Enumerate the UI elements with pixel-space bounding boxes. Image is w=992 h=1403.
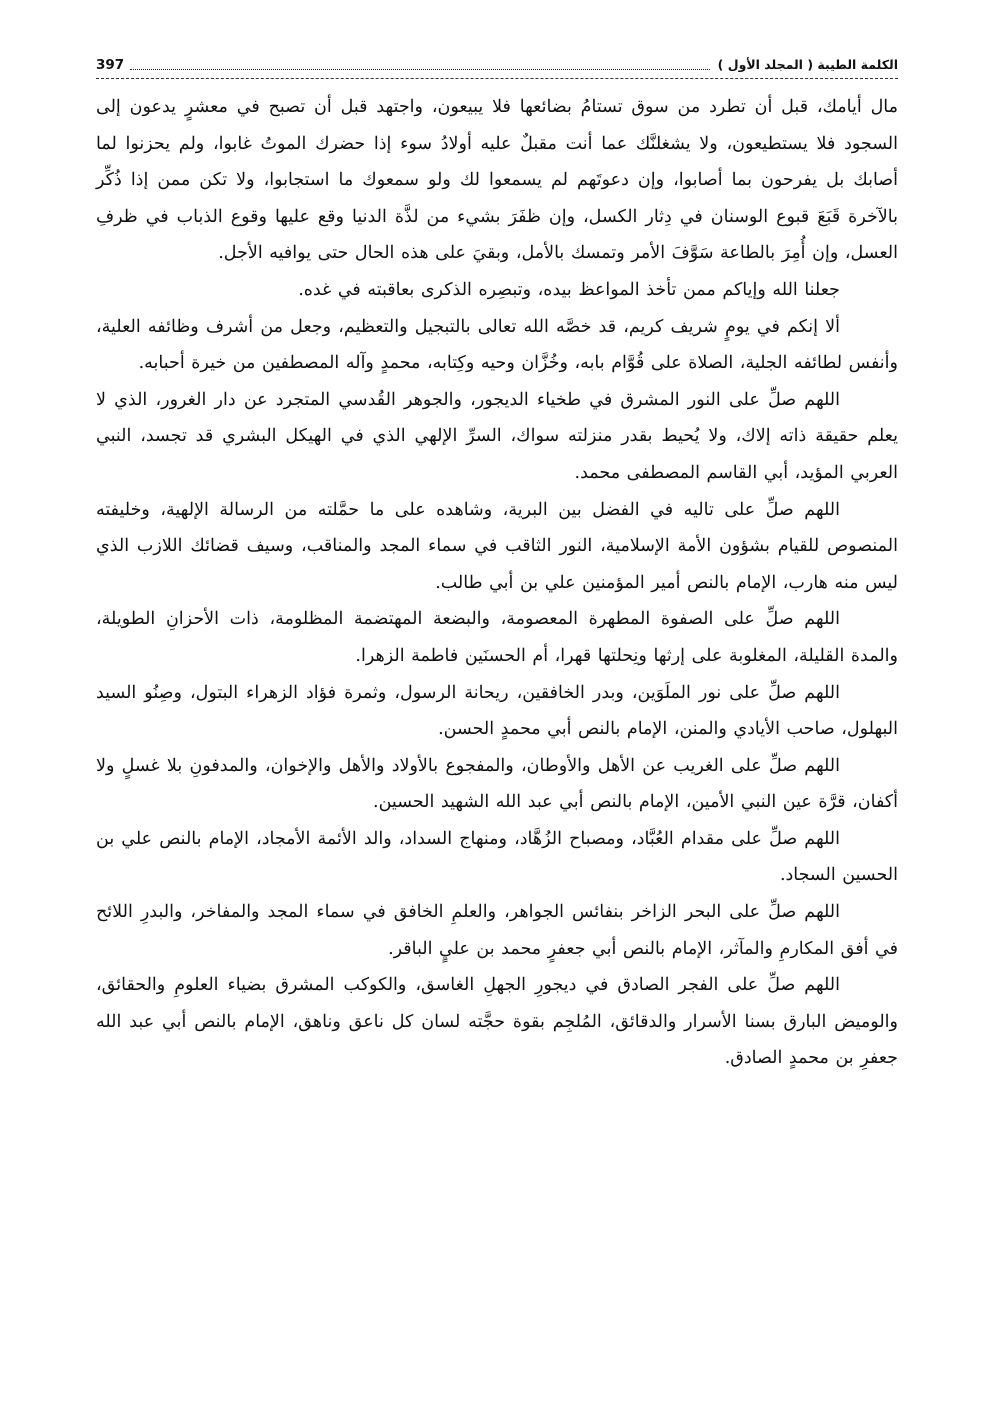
paragraph-7: اللهم صلِّ على نور الملَوَين، وبدر الخافقين، ريحانة الرسول، وثمرة فؤاد الزهراء البتول، وصِنُو السيد البهلول، صاحب الأيادي والمنن، الإمام بالنص أبي محمدٍ الحسن. [96,682,898,740]
paragraph-2: جعلنا الله وإياكم ممن تأخذ المواعظ بيده، وتبصِره الذكرى بعاقبته في غده. [298,279,840,300]
paragraph-6: اللهم صلِّ على الصفوة المطهرة المعصومة، والبضعة المهتضمة المظلومة، ذات الأحزانِ الطويلة، والمدة القليلة، المغلوبة على إرثها ونِحلتها قهرا، أم الحسنَين فاطمة الزهرا. [96,609,898,666]
body-text [96,89,898,1077]
paragraph-4: اللهم صلِّ على النور المشرق في طخياء الديجور، والجوهر القُدسي المتجرد عن دار الغرور، الذي لا يعلم حقيقة ذاته إلاك، ولا يُحيط بقدر منزلته سواك، السرِّ الإلهي الذي في الهيكل البشري قد تجسد، النبي العربي المؤيد، أبي القاسم المصطفى محمد. [96,389,898,483]
paragraph-3: ألا إنكم في يومٍ شريف كريم، قد خصَّه الله تعالى بالتبجيل والتعظيم، وجعل من أشرف وظائفه العلية، وأنفس لطائفه الجلية، الصلاة على قُوَّام بابه، وخُزَّان وحيه وكِتابه، محمدٍ وآله المصطفين من خيرة أحبابه. [96,316,898,374]
header-dot-leader [130,68,709,70]
paragraph-5: اللهم صلِّ على تاليه في الفضل بين البرية، وشاهده على ما حمَّلته من الرسالة الإلهية، وخليفته المنصوص للقيام بشؤون الأمة الإسلامية، النور الثاقب في سماء المجد والمناقب، وسيف قضائك اللازب الذي ليس منه هارب، الإمام بالنص أمير المؤمنين علي بن أبي طالب. [96,499,898,593]
running-header [96,52,898,79]
book-title: الكلمة الطيبة ( المجلد الأول ) [717,57,898,72]
paragraph-8: اللهم صلِّ على الغريب عن الأهل والأوطان، والمفجوع بالأولاد والأهل والإخوان، والمدفونِ بلا غسلٍ ولا أكفان، قرَّة عين النبي الأمين، الإمام بالنص أبي عبد الله الشهيد الحسين. [96,755,898,813]
paragraph-10: اللهم صلِّ على البحر الزاخر بنفائس الجواهر، والعلمِ الخافق في سماء المجد والمفاخر، والبدرِ اللائح في أفق المكارمِ والمآثر، الإمام بالنص أبي جعفرٍ محمد بن عليٍ الباقر. [96,902,898,959]
paragraph-1: مال أيامك، قبل أن تطرد من سوق تستامُ بضائعها فلا يبيعون، واجتهد قبل أن تصبح في معشرٍ يدعون إلى السجود فلا يستطيعون، ولا يشغلنَّك عما أنت مقبلٌ عليه أولادُ سوء إذا حضرك الموتُ غابوا، ولم يحزنوا لما أصابك بل يفرحون بما أصابوا، وإن دعوتَهم لم يسمعوا لك ولو سمعوك ما استجابوا، ولا تكن ممن إذا ذُكِّر بالآخرة قَبَعَ قبوع الوسنان في دِثار الكسل، وإن ظفَرَ بشيء من لذَّة الدنيا وقع عليها وقوع الذباب في ظرفِ العسل، وإن أُمِرَ بالطاعة سَوَّفَ الأمر وتمسك بالأمل، وبقيَ على هذه الحال حتى يوافيه الأجل. [96,97,898,264]
paragraph-11: اللهم صلِّ على الفجر الصادق في ديجورِ الجهلِ الغاسق، والكوكب المشرق بضياء العلومِ والحقائق، والوميض البارق بسنا الأسرار والدقائق، المُلجِم بقوة حجَّته لسان كل ناعق وناهق، الإمام بالنص أبي عبد الله جعفرِ بن محمدٍ الصادق. [96,975,898,1069]
document-page [96,52,898,1077]
paragraph-9: اللهم صلِّ على مقدام العُبَّاد، ومصباح الزُهَّاد، ومنهاج السداد، والد الأئمة الأمجاد، الإمام بالنص علي بن الحسين السجاد. [96,828,898,886]
page-number: 397 [96,57,125,73]
